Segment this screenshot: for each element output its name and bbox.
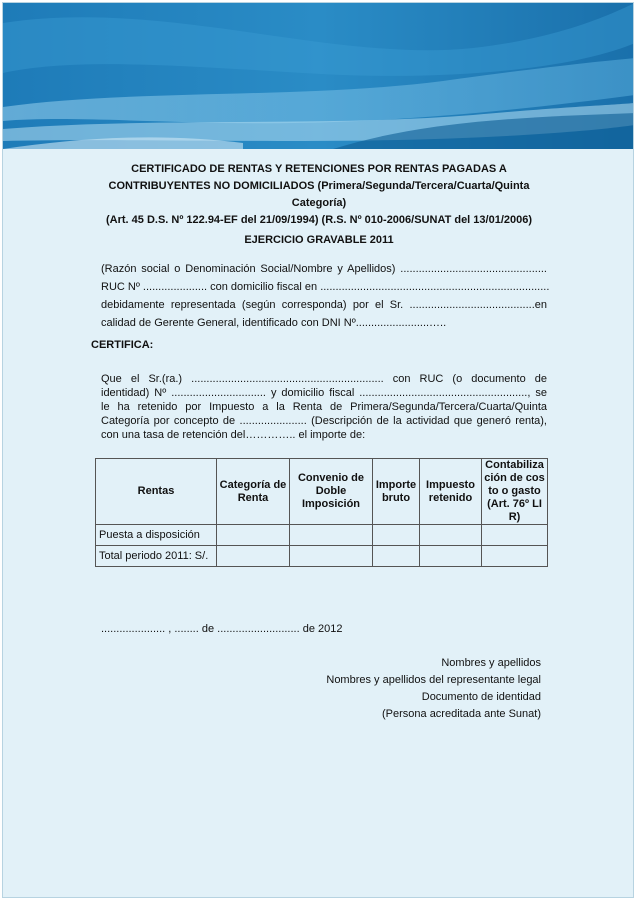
intro-line: RUC Nº ..................... con domicilio fiscal en ........................................................................... bbox=[101, 281, 550, 293]
table-cell bbox=[482, 546, 548, 567]
intro-line: calidad de Gerente General, identificado con DNI Nº........................….. bbox=[101, 317, 447, 329]
signature-line: (Persona acreditada ante Sunat) bbox=[382, 708, 541, 720]
title-line: CERTIFICADO DE RENTAS Y RETENCIONES POR RENTAS PAGADAS A bbox=[131, 163, 507, 175]
signature-line: Nombres y apellidos del representante legal bbox=[326, 674, 541, 686]
title-line: (Art. 45 D.S. Nº 122.94-EF del 21/09/1994) (R.S. Nº 010-2006/SUNAT del 13/01/2006) bbox=[105, 214, 533, 226]
table-cell bbox=[482, 525, 548, 546]
certifica-line: con una tasa de retención del………….. el importe de: bbox=[101, 429, 366, 441]
header-impuesto: Impuesto retenido bbox=[420, 459, 482, 525]
header-rentas: Rentas bbox=[96, 459, 217, 525]
certifica-heading: CERTIFICA: bbox=[91, 339, 154, 351]
table-cell bbox=[373, 525, 420, 546]
title-line: Categoría) bbox=[291, 197, 347, 209]
header-importe: Importe bruto bbox=[373, 459, 420, 525]
table-cell bbox=[217, 546, 290, 567]
document-page bbox=[2, 2, 634, 898]
header-categoria: Categoría de Renta bbox=[217, 459, 290, 525]
table-cell bbox=[290, 525, 373, 546]
table-cell bbox=[290, 546, 373, 567]
header-banner bbox=[3, 3, 634, 149]
header-contabilizacion: Contabilización de costo o gasto (Art. 76º LIR) bbox=[482, 459, 548, 525]
rentas-table bbox=[95, 458, 548, 567]
table-cell bbox=[420, 546, 482, 567]
table-cell bbox=[217, 525, 290, 546]
table-cell: Total periodo 2011: S/. bbox=[96, 546, 217, 567]
intro-line: (Razón social o Denominación Social/Nombre y Apellidos) ................................................ bbox=[101, 263, 547, 275]
table-cell: Puesta a disposición bbox=[96, 525, 217, 546]
certifica-line: identidad) Nº ............................... y domicilio fiscal ......................................................., se bbox=[101, 387, 547, 399]
table-cell bbox=[373, 546, 420, 567]
intro-line: debidamente representada (según corresponda) por el Sr. .........................................en bbox=[101, 299, 547, 311]
header-convenio: Convenio de Doble Imposición bbox=[290, 459, 373, 525]
title-line: CONTRIBUYENTES NO DOMICILIADOS (Primera/Segunda/Tercera/Cuarta/Quinta bbox=[108, 180, 530, 192]
table-row bbox=[96, 546, 548, 567]
signature-line: Documento de identidad bbox=[421, 691, 541, 703]
certifica-line: Que el Sr.(ra.) ............................................................... con RUC (o documento de bbox=[101, 373, 547, 385]
table-cell bbox=[420, 525, 482, 546]
certifica-line: le ha retenido por Impuesto a la Renta de Primera/Segunda/Tercera/Cuarta/Quinta bbox=[101, 401, 547, 413]
signature-line: Nombres y apellidos bbox=[441, 657, 541, 669]
table-header-row bbox=[96, 459, 548, 525]
certifica-line: Categoría por concepto de ...................... (Descripción de la actividad que generó renta), bbox=[101, 415, 547, 427]
date-line: ..................... , ........ de ........................... de 2012 bbox=[101, 623, 343, 635]
table-row bbox=[96, 525, 548, 546]
exercise-year: EJERCICIO GRAVABLE 2011 bbox=[244, 234, 394, 246]
certificate-title bbox=[95, 161, 543, 229]
